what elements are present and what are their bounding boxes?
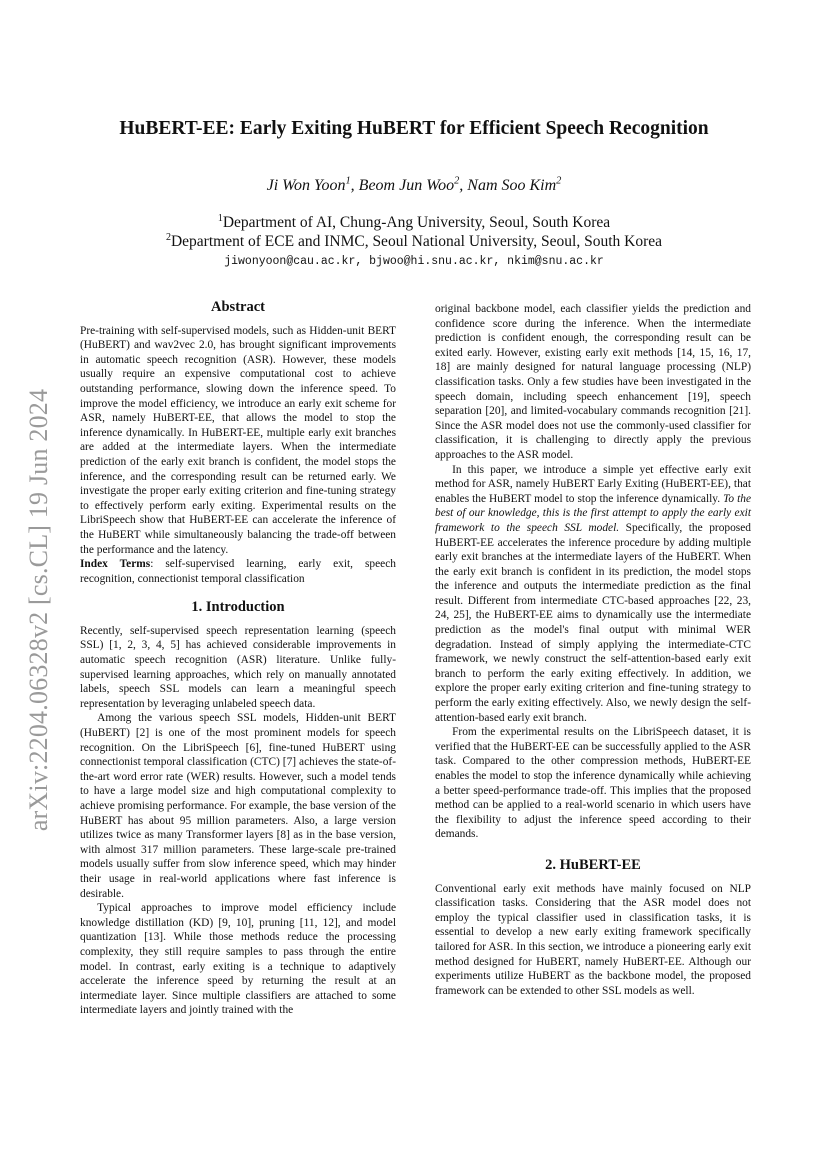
- author-affiliation-mark: 2: [556, 175, 562, 187]
- author-list: Ji Won Yoon$^1$, Beom Jun Woo$^2$, Nam Soo Kim$^2$: [266, 175, 562, 194]
- intro-paragraph-3: Typical approaches to improve model efficiency include knowledge distillation (KD) [9, 10], pruning [11, 12], and model quantization [13]. While those methods reduce the processing complexity, they still require samples to pass through the entire model. In contrast, early exiting is a technique to adaptively accelerate the inference speed by returning the result at an intermediate layer. Since multiple classifiers are attached to some intermediate layers and jointly trained with the: [80, 902, 396, 1017]
- arxiv-id: arXiv:2204.06328v2 [cs.CL] 19 Jun 2024: [24, 388, 53, 832]
- index-terms-label: Index Terms: [80, 558, 151, 571]
- right-column: [435, 302, 751, 998]
- first-attempt-statement: To the best of our knowledge, this is the first attempt to apply the early exit framework to the speech SSL model.: [435, 492, 751, 534]
- index-terms: [80, 557, 396, 586]
- author-emails: jiwonyoon@cau.ac.kr, bjwoo@hi.snu.ac.kr, nkim@snu.ac.kr: [224, 255, 604, 268]
- section-2-heading: 2. HuBERT-EE: [545, 856, 641, 873]
- affiliation-line: $^2$Department of ECE and INMC, Seoul National University, Seoul, South Korea: [165, 231, 663, 250]
- intro-paragraph-4: original backbone model, each classifier yields the prediction and confidence score during the inference. When the intermediate prediction is confident enough, the corresponding result can be exited early. However, existing early exit methods [14, 15, 16, 17, 18] are mainly designed for natural language processing (NLP) classification tasks. Only a few studies have been investigated in the speech domain, including speech enhancement [19], speech separation [20], and limited-vocabulary commands recognition [21]. Since the ASR model does not use the commonly-used classifier for classification, it is challenging to directly apply the previous approaches to the ASR model.: [435, 303, 751, 461]
- intro-paragraph-6: From the experimental results on the LibriSpeech dataset, it is verified that the HuBERT-EE can be successfully applied to the ASR task. Compared to the other compression methods, HuBERT-EE enables the model to stop the inference dynamically while achieving a better speed-performance trade-off. This implies that the proposed method can be applied to a real-world scenario in which users have the flexibility to adjust the inference speed according to their demands.: [435, 726, 751, 841]
- author-name: Beom Jun Woo: [358, 177, 455, 194]
- introduction-heading: 1. Introduction: [191, 599, 285, 616]
- abstract-heading: Abstract: [211, 299, 265, 315]
- author-name: Ji Won Yoon: [266, 177, 346, 194]
- intro-paragraph-5: In this paper, we introduce a simple yet effective early exit method for ASR, namely HuBERT Early Exiting (HuBERT-EE), that enables the HuBERT model to stop the inference dynamically. To the best of our knowledge, this is the first attempt to apply the early exit framework to the speech SSL model. Specifically, the proposed HuBERT-EE accelerates the inference procedure by adding multiple early exit branches at the intermediate layers of the HuBERT. When the early exit branch is confident in its prediction, the model stops the inference and outputs the intermediate prediction as the final result. Different from intermediate CTC-based approaches [22, 23, 24, 25], the HuBERT-EE aims to dynamically use the intermediate prediction as the model's final output with minimal WER degradation. Instead of simply applying the intermediate-CTC framework, we newly construct the self-attention-based early exit branch to perform the early exiting effectively. In addition, we explore the proper early exiting criterion and fine-tuning strategy to perform the early exiting effectively. Also, we newly design the self-attention-based early exit branch.: [435, 463, 751, 724]
- abstract-text: Pre-training with self-supervised models, such as Hidden-unit BERT (HuBERT) and wav2vec 2.0, has brought significant improvements in automatic speech recognition (ASR). However, these models usually require an expensive computational cost to achieve outstanding performance, slowing down the inference speed. To improve the model efficiency, we introduce an early exit scheme for ASR, namely HuBERT-EE, that allows the model to stop the inference dynamically. In HuBERT-EE, multiple early exit branches are added at the intermediate layers. When the intermediate prediction of the early exit branch is confident, the model stops the inference, and the corresponding result can be returned early. We investigate the proper early exiting criterion and fine-tuning strategy to effectively perform early exiting. Experimental results on the LibriSpeech show that HuBERT-EE can accelerate the inference of the HuBERT while simultaneously balancing the trade-off between the performance and the latency.: [80, 324, 396, 556]
- intro-paragraph-2: Among the various speech SSL models, Hidden-unit BERT (HuBERT) [2] is one of the most prominent models for speech recognition. On the LibriSpeech [6], fine-tuned HuBERT using connectionist temporal classification (CTC) [7] achieves the state-of-the-art word error rate (WER) results. However, such a model tends to have a large model size and high computational complexity to achieve promising performance. For example, the base version of the HuBERT has about 95 million parameters. Also, a large version utilizes twice as many Transformer layers [8] as in the base version, with almost 317 million parameters. These large-scale pre-trained models usually suffer from slow inference speed, which may hinder their usage in real-world applications where fast inference is desirable.: [80, 712, 396, 900]
- affiliation-line: $^1$Department of AI, Chung-Ang University, Seoul, South Korea: [217, 212, 611, 231]
- section-2-paragraph-1: Conventional early exit methods have mainly focused on NLP classification tasks. Considering that the ASR model does not employ the typical classifier used in classification tasks, it is essential to develop a new early exiting framework specifically tailored for ASR. In this section, we introduce a pioneering early exit method designed for HuBERT, namely HuBERT-EE. Although our experiments utilize HuBERT as the backbone model, the proposed framework can be extended to other SSL models as well.: [435, 882, 751, 997]
- author-affiliation-mark: 2: [454, 175, 460, 187]
- author-affiliation-mark: 1: [345, 175, 351, 187]
- intro-paragraph-1: Recently, self-supervised speech representation learning (speech SSL) [1, 2, 3, 4, 5] has achieved considerable improvements in automatic speech recognition (ASR) literature. Unlike fully-supervised learning approaches, which rely on manually annotated labels, speech SSL models can learn a meaningful speech representation by leveraging unlabeled speech data.: [80, 624, 396, 710]
- author-name: Nam Soo Kim: [467, 177, 557, 194]
- index-terms-text: : self-supervised learning, early exit, speech recognition, connectionist temporal classification: [80, 558, 396, 585]
- paper-title: HuBERT-EE: Early Exiting HuBERT for Efficient Speech Recognition: [119, 118, 709, 139]
- affiliations: [0, 213, 828, 251]
- arxiv-sidebar: [22, 370, 56, 850]
- left-column: [80, 300, 396, 1018]
